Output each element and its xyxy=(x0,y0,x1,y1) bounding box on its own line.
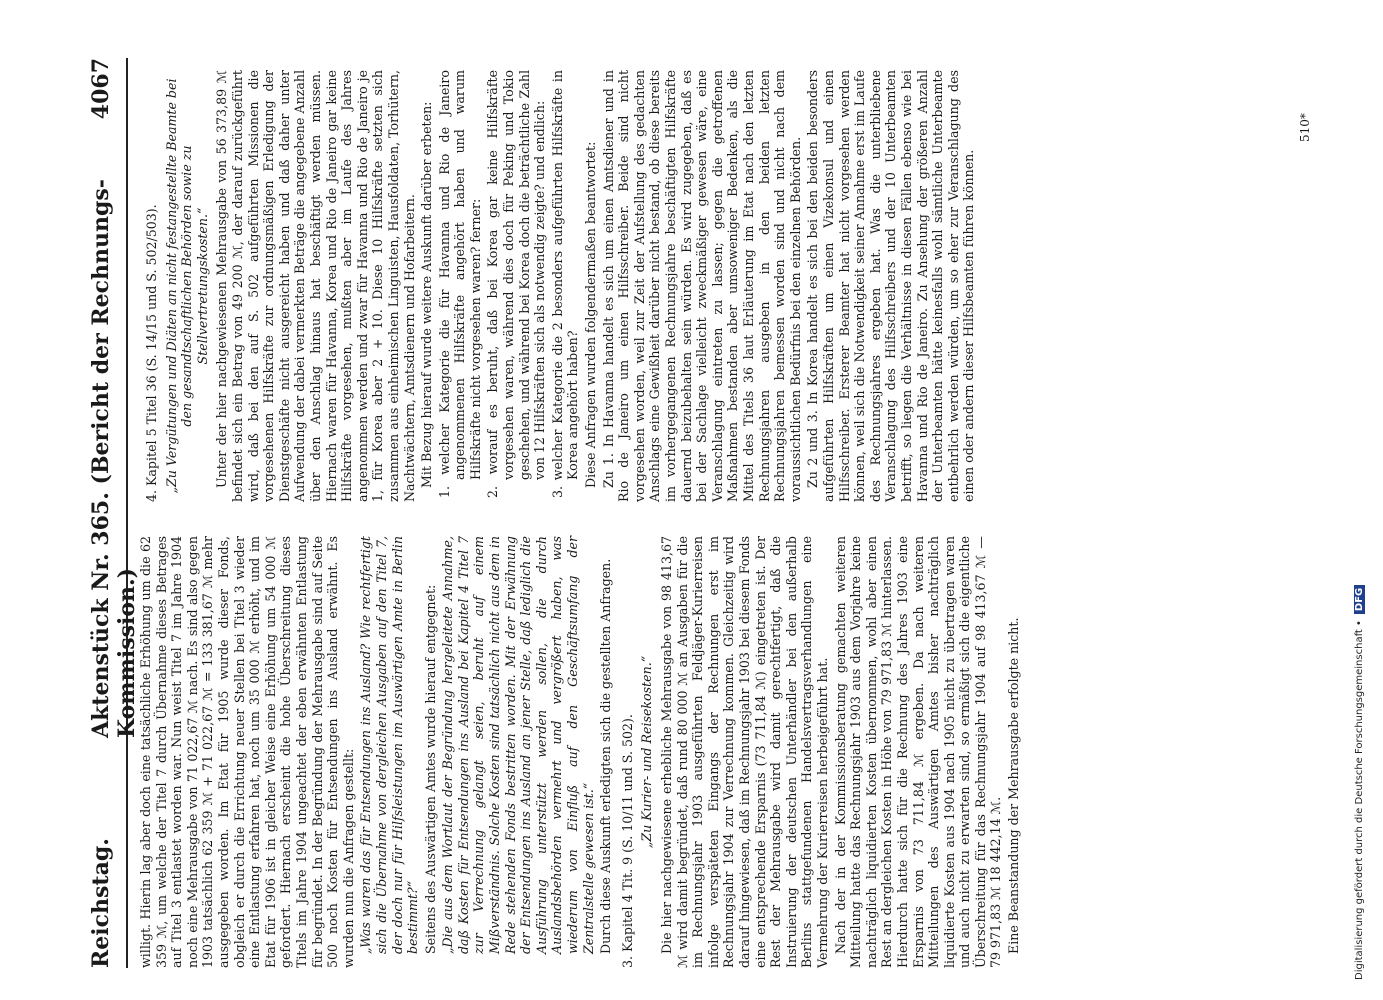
page-number: 4067 xyxy=(88,58,114,120)
paragraph: Zu 2 und 3. In Korea handelt es sich bei den beiden besonders aufgeführten Hilfskräften um einen Vizekonsul und einen Hilfsschreiber. Ersterer Beamter hat nicht vorgesehen werden können, weil sich die Notwendigkeit seiner Annahme erst im Laufe des Rechnungsjahres ergeben hat. Was die unterbliebene Veranschlagung des Hilfsschreibers und der 10 Unterbeamten betrifft, so liegen die Verhältnisse in diesen Fällen ebenso wie bei Havanna und Rio de Janeiro. Zu Ansehung der größeren Anzahl der Unterbeamten hätte keinesfalls wohl sämtliche Unterbeamte entbehrlich werden würden, um so eher zur Veranschlagung des einen oder andern dieser Hilfsbeamten führen können. xyxy=(805,70,977,502)
section-subheading: „Zu Vergütungen und Diäten an nicht festangestellte Beamte bei den gesandtschaftlichen Behörden sowie zu Stellvertretungskosten.“ xyxy=(163,78,210,494)
list-item: 3. welcher Kategorie die 2 besonders aufgeführten Hilfskräfte in Korea angehört haben? xyxy=(549,70,581,498)
section-heading: 3. Kapitel 4 Tit. 9 (S. 10/11 und S. 502). xyxy=(619,714,635,968)
section-subheading: „Zu Kurier- und Reisekosten.“ xyxy=(639,655,655,849)
paragraph: Die hier nachgewiesene erhebliche Mehrausgabe von 98 413,67 ℳ wird damit begründet, daß rund 80 000 ℳ an Ausgaben für die im Rechnungsjahr 1903 ausgeführten Feldjäger-Kurierreisen infolge verspäteten Eingangs der Rechnungen erst im Rechnungsjahr 1904 zur Verrechnung kommen. Gleichzeitig wird darauf hingewiesen, daß im Rechnungsjahr 1903 bei diesem Fonds eine entsprechende Ersparnis (73 711,84 ℳ) eingetreten ist. Der Rest der Mehrausgabe wird damit gerechtfertigt, daß die Instruierung der deutschen Unterhändler bei den außerhalb Berlins stattgefundenen Handelsvertragsverhandlungen eine Vermehrung der Kurierreisen herbeigeführt hat. xyxy=(659,536,830,968)
paragraph: Mit Bezug hierauf wurde weitere Auskunft darüber erbeten: xyxy=(419,101,435,488)
funding-note xyxy=(1354,20,1365,980)
list-item: 1. welcher Kategorie die für Havanna und Rio de Janeiro angenommenen Hilfskräfte angehört haben und warum Hilfskräfte nicht vorgesehen waren? ferner: xyxy=(436,70,483,498)
list-item: 2. worauf es beruht, daß bei Korea gar keine Hilfskräfte vorgesehen waren, während dies doch für Peking und Tokio geschehen, und während bei Korea doch die beträchtliche Zahl von 12 Hilfskräften sich als notwendig zeigte? und endlich: xyxy=(485,70,548,498)
left-column xyxy=(138,536,1024,968)
header-left: Reichstag. xyxy=(88,838,114,968)
paragraph: Nach der in der Kommissionsberatung gemachten weiteren Mitteilung hatte das Rechnungsjahr 1903 aus dem Vorjahre keine nachträglich liquidierten Kosten übernommen, wohl aber einen Rest an dergleichen Kosten in Höhe von 79 971,83 ℳ hinterlassen. Hierdurch hatte sich für die Rechnung des Jahres 1903 eine Ersparnis von 73 711,84 ℳ ergeben. Da nach weiteren Mitteilungen des Auswärtigen Amtes bisher nachträglich liquidierte Kosten aus 1904 nach 1905 nicht zu übertragen waren und auch nicht zu erwarten sind, so ermäßigt sich die eigentliche Überschreitung für das Rechnungsjahr 1904 auf 98 413,67 ℳ — 79 971,83 ℳ 18 442,14 ℳ. xyxy=(832,536,1004,968)
quote: „Was waren das für Entsendungen ins Ausland? Wie rechtfertigt sich die Übernahme von dergleichen Ausgaben auf den Titel 7, der doch nur für Hilfsleistungen im Auswärtigen Amte in Berlin bestimmt?“ xyxy=(358,536,421,954)
paragraph: Durch diese Auskunft erledigten sich die gestellten Anfragen. xyxy=(598,558,614,954)
section-heading: 4. Kapitel 5 Titel 36 (S. 14/15 und S. 502/503). xyxy=(144,204,159,502)
dfg-logo: DFG xyxy=(1354,585,1365,614)
header-title: Aktenstück Nr. 365. (Bericht der Rechnungs-Kommission.) xyxy=(88,179,140,738)
paragraph: Zu 1. In Havanna handelt es sich um einen Amtsdiener und in Rio de Janeiro um einen Hilfsschreiber. Beide sind nicht vorgesehen worden, weil zur Zeit der Aufstellung des gedachten Anschlags eine Gewißheit darüber nicht bestand, ob diese bereits im vorhergegangenen Rechnungsjahre beschäftigten Hilfskräfte dauernd beizubehalten sein würden. Es wird zugegeben, daß es bei der Sachlage vielleicht zweckmäßiger gewesen wäre, eine Veranschlagung eintreten zu lassen; gegen die getroffenen Maßnahmen bestanden aber umsoweniger Bedenken, als die Mittel des Titels 36 laut Erläuterung im Etat nach den letzten Rechnungsjahren ausgeben in den beiden letzten Rechnungsjahren bemessen worden sind und nicht nach dem voraussichtlichen Bedürfnis bei den einzelnen Behörden. xyxy=(600,70,803,502)
funding-text: Digitalisierung gefördert durch die Deutsche Forschungsgemeinschaft • xyxy=(1354,620,1365,980)
paragraph: Eine Beanstandung der Mehrausgabe erfolgte nicht. xyxy=(1006,617,1022,954)
paragraph: Diese Anfragen wurden folgendermaßen beantwortet: xyxy=(583,141,599,488)
rotated-page xyxy=(80,58,1325,968)
paragraph: Seitens des Auswärtigen Amtes wurde hierauf entgegnet: xyxy=(422,584,438,954)
page-header xyxy=(80,58,140,968)
signature-mark: 510* xyxy=(1298,113,1312,142)
paragraph: willigt. Hierin lag aber doch eine tatsächliche Erhöhung um die 62 359 ℳ, um welche der Titel 7 durch Übernahme dieses Betrages auf Titel 3 entlastet worden war. Nun weist Titel 7 im Jahre 1904 noch eine Mehrausgabe von 71 022,67 ℳ nach. Es sind also gegen 1903 tatsächlich 62 359 ℳ + 71 022,67 ℳ = 133 381,67 ℳ mehr ausgegeben worden. Im Etat für 1905 wurde dieser Fonds, obgleich er durch die Errichtung neuer Stellen bei Titel 3 wieder eine Entlastung erfahren hat, noch um 35 000 ℳ erhöht, und im Etat für 1906 ist in gleicher Weise eine Erhöhung um 54 000 ℳ gefordert. Hiernach erscheint die hohe Überschreitung dieses Titels im Jahre 1904 ungeachtet der eben erwähnten Entlastung für begründet. In der Begründung der Mehrausgabe sind auf Seite 500 noch Kosten für Entsendungen ins Ausland erwähnt. Es wurden nun die Anfragen gestellt: xyxy=(138,536,356,968)
digitization-sidebar xyxy=(1354,20,1378,980)
right-column xyxy=(138,70,979,502)
quote: „Die aus dem Wortlaut der Begründung hergeleitete Annahme, daß Kosten für Entsendungen ins Ausland bei Kapitel 4 Titel 7 zur Verrechnung gelangt seien, beruht auf einem Mißverständnis. Solche Kosten sind tatsächlich nicht aus dem in Rede stehenden Fonds bestritten worden. Mit der Erwähnung der Entsendungen ins Ausland an jener Stelle, daß lediglich die Ausführung unterstützt werden sollen, die durch Auslandsbehörden vermehrt und vergrößert haben, was wiederum von Einfluß auf den Geschäftsumfang der Zentralstelle gewesen ist.“ xyxy=(440,536,596,954)
paragraph: Unter der hier nachgewiesenen Mehrausgabe von 56 373,89 ℳ befindet sich ein Betrag von 49 200 ℳ, der darauf zurückgeführt wird, daß bei den auf S. 502 aufgeführten Missionen die vorgesehenen Hilfskräfte zur ordnungsmäßigen Erledigung der Dienstgeschäfte nicht ausgereicht haben und daß daher unter Aufwendung der dabei vermerkten Beträge die angegebene Anzahl über den Anschlag hinaus hat beschäftigt werden müssen. Hiernach waren für Havanna, Korea und Rio de Janeiro gar keine Hilfskräfte vorgesehen, mußten aber im Laufe des Jahres angenommen werden und zwar für Havanna und Rio de Janeiro je 1, für Korea aber 2 + 10. Diese 10 Hilfskräfte setzten sich zusammen aus einheimischen Linguisten, Hausfoldaten, Torhütern, Nachtwächtern, Amtsdienern und Hofarbeitern. xyxy=(214,70,417,502)
